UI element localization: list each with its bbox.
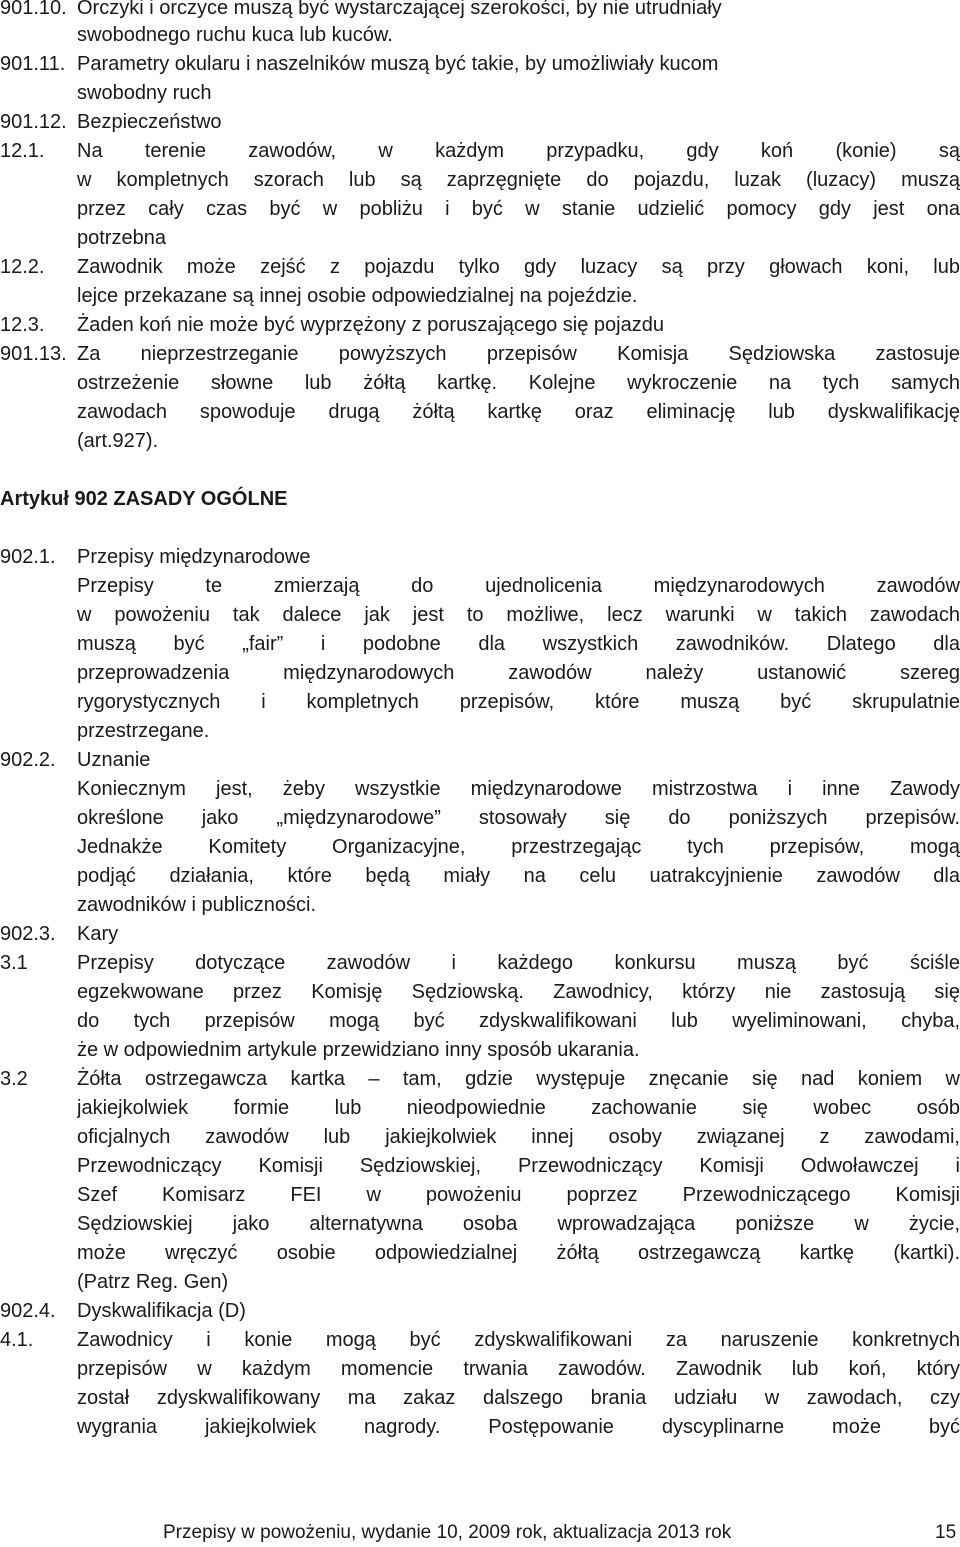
line-text: Zawodnicy i konie mogą być zdyskwalifikowani za naruszenie konkretnych <box>77 1329 960 1351</box>
page-number: 15 <box>935 1522 957 1543</box>
line-text: swobodny ruch <box>77 82 212 104</box>
line-text: Żółta ostrzegawcza kartka – tam, gdzie występuje znęcanie się nad koniem w <box>77 1068 960 1090</box>
line-text: wygrania jakiejkolwiek nagrody. Postępowanie dyscyplinarne może być <box>77 1416 960 1438</box>
line-text: przez cały czas być w pobliżu i być w stanie udzielić pomocy gdy jest ona <box>77 198 960 220</box>
line-text: przestrzegane. <box>77 720 210 742</box>
line-text: Koniecznym jest, żeby wszystkie międzynarodowe mistrzostwa i inne Zawody <box>77 778 960 800</box>
heading-text: Artykuł 902 ZASADY OGÓLNE <box>0 488 288 510</box>
line-text: został zdyskwalifikowany ma zakaz dalszego brania udziału w zawodach, czy <box>77 1387 960 1409</box>
line-text: oficjalnych zawodów lub jakiejkolwiek innej osoby związanej z zawodami, <box>77 1126 960 1148</box>
line-text: swobodnego ruchu kuca lub kuców. <box>77 24 393 46</box>
line-text: rygorystycznych i kompletnych przepisów, które muszą być skrupulatnie <box>77 691 960 713</box>
line-text: zawodników i publiczności. <box>77 894 317 916</box>
section-number: 12.2. <box>0 256 45 278</box>
line-text: Sędziowskiej jako alternatywna osoba wprowadzająca poniższe w życie, <box>77 1213 960 1235</box>
section-number: 901.10. <box>0 0 67 19</box>
footer-text: Przepisy w powożeniu, wydanie 10, 2009 rok, aktualizacja 2013 rok <box>163 1522 732 1543</box>
section-number: 902.2. <box>0 749 56 771</box>
line-text: Przepisy te zmierzają do ujednolicenia międzynarodowych zawodów <box>77 575 960 597</box>
line-text: zawodach spowoduje drugą żółtą kartkę oraz eliminację lub dyskwalifikację <box>77 401 960 423</box>
line-text: Dyskwalifikacja (D) <box>77 1300 246 1322</box>
line-text: ostrzeżenie słowne lub żółtą kartkę. Kolejne wykroczenie na tych samych <box>77 372 960 394</box>
line-text: może wręczyć osobie odpowiedzialnej żółtą ostrzegawczą kartkę (kartki). <box>77 1242 960 1264</box>
line-text: Na terenie zawodów, w każdym przypadku, gdy koń (konie) są <box>77 140 960 162</box>
line-text: potrzebna <box>77 227 166 249</box>
line-text: Parametry okularu i naszelników muszą być takie, by umożliwiały kucom <box>77 53 719 75</box>
line-text: (Patrz Reg. Gen) <box>77 1271 229 1293</box>
section-number: 901.13. <box>0 343 67 365</box>
line-text: Orczyki i orczyce muszą być wystarczającej szerokości, by nie utrudniały <box>77 0 722 19</box>
line-text: (art.927). <box>77 430 159 452</box>
line-text: że w odpowiednim artykule przewidziano inny sposób ukarania. <box>77 1039 640 1061</box>
line-text: jakiejkolwiek formie lub nieodpowiednie zachowanie się wobec osób <box>77 1097 960 1119</box>
line-text: Żaden koń nie może być wyprzężony z poruszającego się pojazdu <box>77 314 664 336</box>
line-text: Przepisy międzynarodowe <box>77 546 311 568</box>
line-text: Uznanie <box>77 749 151 771</box>
line-text: egzekwowane przez Komisję Sędziowską. Zawodnicy, którzy nie zastosują się <box>77 981 960 1003</box>
line-text: Szef Komisarz FEI w powożeniu poprzez Przewodniczącego Komisji <box>77 1184 960 1206</box>
line-text: muszą być „fair” i podobne dla wszystkich zawodników. Dlatego dla <box>77 633 960 655</box>
line-text: przepisów w każdym momencie trwania zawodów. Zawodnik lub koń, który <box>77 1358 960 1380</box>
section-number: 902.3. <box>0 923 56 945</box>
line-text: Jednakże Komitety Organizacyjne, przestrzegając tych przepisów, mogą <box>77 836 960 858</box>
line-text: w kompletnych szorach lub są zaprzęgnięte do pojazdu, luzak (luzacy) muszą <box>77 169 960 191</box>
section-number: 901.12. <box>0 111 67 133</box>
line-text: Przewodniczący Komisji Sędziowskiej, Przewodniczący Komisji Odwoławczej i <box>77 1155 960 1177</box>
section-number: 902.1. <box>0 546 56 568</box>
section-number: 12.3. <box>0 314 45 336</box>
line-text: przeprowadzenia międzynarodowych zawodów należy ustanowić szereg <box>77 662 960 684</box>
line-text: do tych przepisów mogą być zdyskwalifikowani lub wyeliminowani, chyba, <box>77 1010 960 1032</box>
line-text: Zawodnik może zejść z pojazdu tylko gdy luzacy są przy głowach koni, lub <box>77 256 960 278</box>
section-number: 902.4. <box>0 1300 56 1322</box>
line-text: lejce przekazane są innej osobie odpowiedzialnej na pojeździe. <box>77 285 638 307</box>
line-text: podjąć działania, które będą miały na celu uatrakcyjnienie zawodów dla <box>77 865 960 887</box>
section-number: 3.2 <box>0 1068 28 1090</box>
line-text: określone jako „międzynarodowe” stosowały się do poniższych przepisów. <box>77 807 960 829</box>
section-number: 4.1. <box>0 1329 34 1351</box>
line-text: Przepisy dotyczące zawodów i każdego konkursu muszą być ściśle <box>77 952 960 974</box>
line-text: Kary <box>77 923 119 945</box>
section-number: 12.1. <box>0 140 45 162</box>
line-text: Bezpieczeństwo <box>77 111 222 133</box>
line-text: w powożeniu tak dalece jak jest to możliwe, lecz warunki w takich zawodach <box>77 604 960 626</box>
section-number: 901.11. <box>0 53 66 75</box>
section-number: 3.1 <box>0 952 28 974</box>
line-text: Za nieprzestrzeganie powyższych przepisów Komisja Sędziowska zastosuje <box>77 343 960 365</box>
